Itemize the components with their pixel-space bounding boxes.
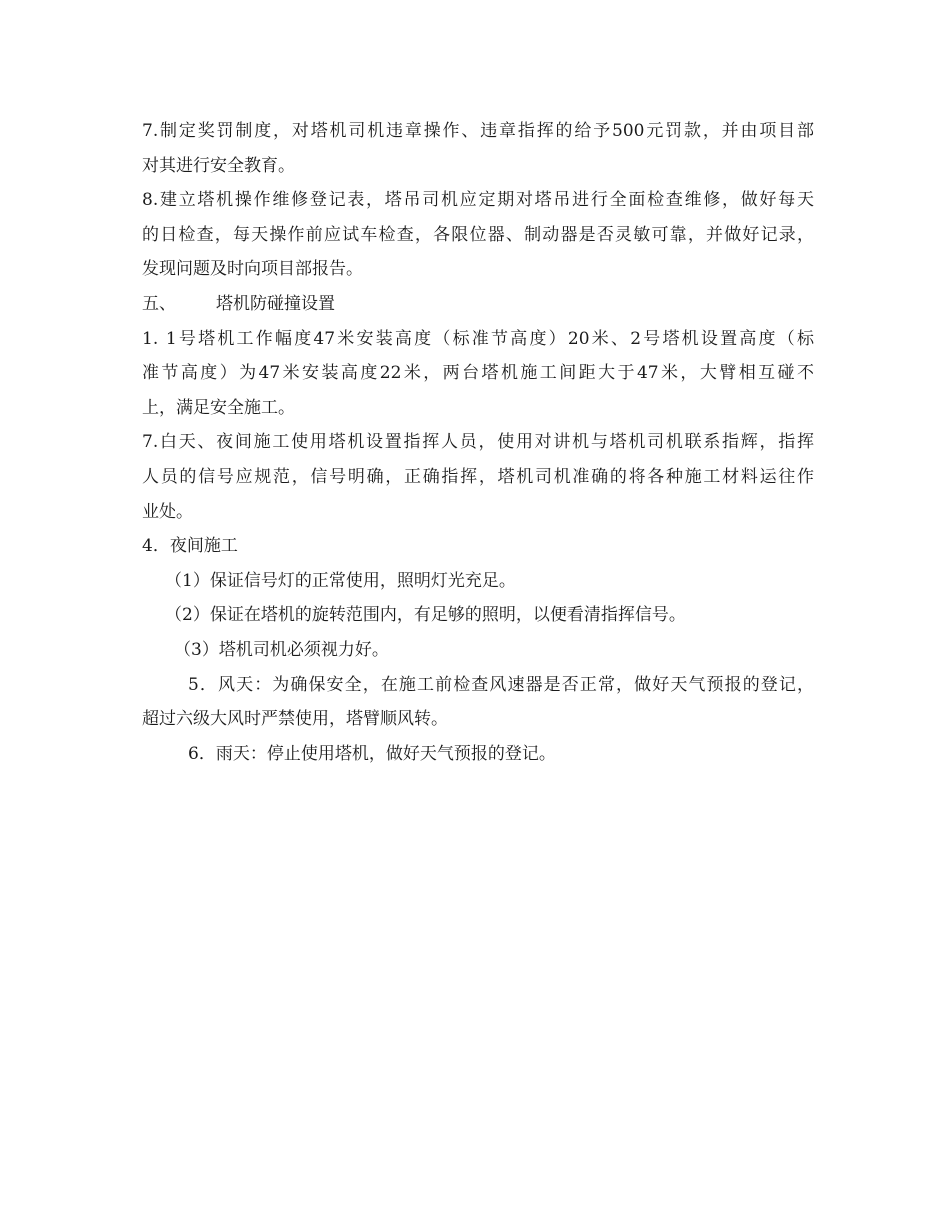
section-title: 塔机防碰撞设置 — [216, 293, 335, 314]
item-1-line-1: 1. 1号塔机工作幅度47米安装高度（标准节高度）20米、2号塔机设置高度（标 — [142, 328, 814, 349]
night-heading: 4．夜间施工 — [142, 536, 238, 557]
wind-line-1: 5．风天：为确保安全，在施工前检查风速器是否正常，做好天气预报的登记， — [188, 674, 814, 695]
item-7-line-2: 人员的信号应规范，信号明确，正确指挥，塔机司机准确的将各种施工材料运往作 — [142, 466, 814, 487]
wind-line-2: 超过六级大风时严禁使用，塔臂顺风转。 — [142, 709, 448, 730]
item-1-line-3: 上，满足安全施工。 — [142, 397, 295, 418]
night-item-3: （3）塔机司机必须视力好。 — [174, 639, 389, 660]
paragraph-8-line-2: 的日检查，每天操作前应试车检查，各限位器、制动器是否灵敏可靠，并做好记录， — [142, 224, 814, 245]
section-number: 五、 — [142, 293, 176, 314]
item-1-line-2: 准节高度）为47米安装高度22米，两台塔机施工间距大于47米，大臂相互碰不 — [142, 363, 814, 384]
night-item-1: （1）保证信号灯的正常使用，照明灯光充足。 — [165, 570, 516, 591]
rain-line: 6．雨天：停止使用塔机，做好天气预报的登记。 — [188, 743, 556, 764]
section-heading — [142, 287, 814, 322]
item-7-line-1: 7.白天、夜间施工使用塔机设置指挥人员，使用对讲机与塔机司机联系指辉，指挥 — [142, 432, 814, 453]
item-7-line-3: 业处。 — [142, 501, 193, 522]
paragraph-8-line-3: 发现问题及时向项目部报告。 — [142, 259, 363, 280]
document-body — [142, 114, 814, 771]
paragraph-8-line-1: 8.建立塔机操作维修登记表，塔吊司机应定期对塔吊进行全面检查维修，做好每天 — [142, 190, 814, 211]
night-item-2: （2）保证在塔机的旋转范围内，有足够的照明，以便看清指挥信号。 — [165, 605, 686, 626]
paragraph-7-line-2: 对其进行安全教育。 — [142, 155, 295, 176]
paragraph-7-line-1: 7.制定奖罚制度，对塔机司机违章操作、违章指挥的给予500元罚款，并由项目部 — [142, 121, 814, 141]
